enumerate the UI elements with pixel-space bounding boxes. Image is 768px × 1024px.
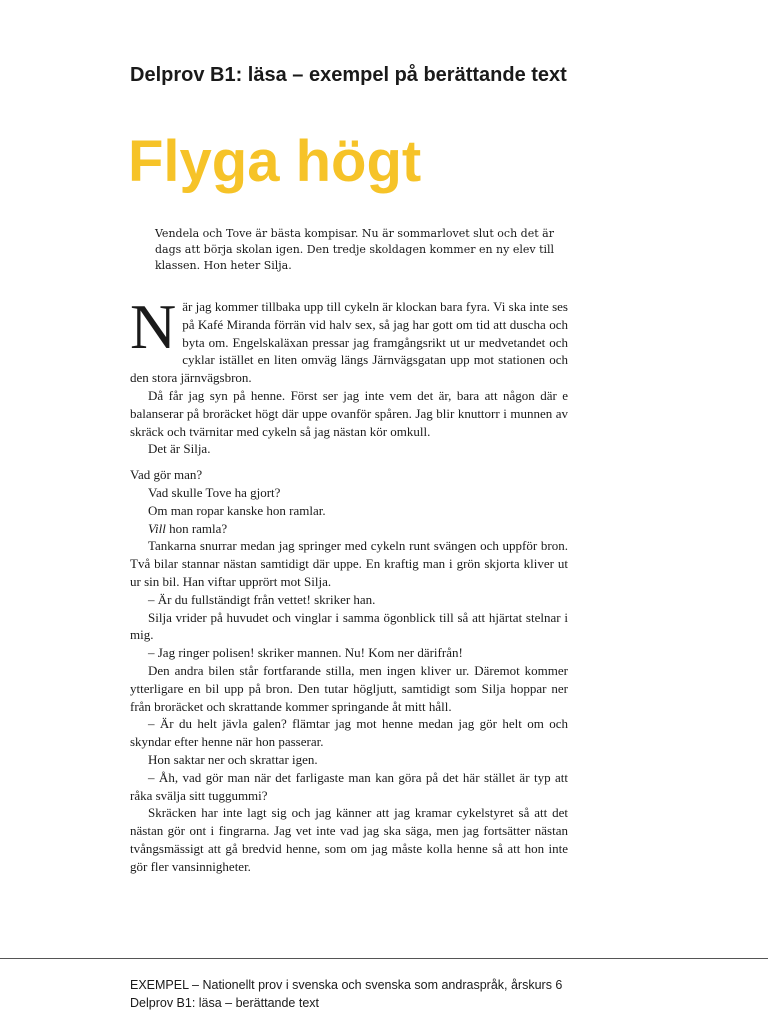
- story-paragraph: Hon saktar ner och skrattar igen.: [148, 751, 318, 767]
- story-paragraph: Vad gör man?: [130, 467, 203, 483]
- drop-cap: N: [130, 291, 177, 362]
- story-paragraph: Det är Silja.: [148, 441, 211, 457]
- intro-text: [155, 226, 568, 274]
- story-paragraph: – Åh, vad gör man när det farligaste man kan göra på det här stället är typ att råka svälja sitt tuggummi?: [130, 769, 568, 803]
- footer-divider: [0, 958, 768, 959]
- story-paragraph: – Är du fullständigt från vettet! skriker han.: [148, 591, 376, 607]
- page-footer: [130, 976, 562, 1012]
- story-paragraph: – Är du helt jävla galen? flämtar jag mot henne medan jag gör helt om och skyndar efter henne när hon passerar.: [130, 716, 568, 750]
- story-paragraph: Vad skulle Tove ha gjort?: [148, 484, 281, 500]
- story-paragraph: Silja vrider på huvudet och vinglar i samma ögonblick till så att hjärtat stelnar i mig.: [130, 609, 568, 643]
- story-paragraph: Den andra bilen står fortfarande stilla, men ingen kliver ur. Däremot kommer ytterligare en bil upp på bron. Den tutar högljutt, samtidigt som Silja hoppar ner från broräcket och skrattande kommer springande åt mitt håll.: [130, 662, 568, 714]
- first-paragraph: [130, 291, 568, 387]
- story-body: [130, 291, 568, 876]
- story-paragraph: Tankarna snurrar medan jag springer med cykeln runt svängen och uppför bron. Två bilar stannar nästan samtidigt där uppe. En kraftig man i grön skjorta kliver ut ur sin bil. Han viftar upprört mot Silja.: [130, 538, 568, 589]
- story-paragraph: Vill hon ramla?: [148, 520, 228, 536]
- intro-paragraph: Vendela och Tove är bästa kompisar. Nu är sommarlovet slut och det är dags att börja skolan igen. Den tredje skoldagen kommer en ny elev till klassen. Hon heter Silja.: [155, 227, 555, 272]
- story-paragraph: Skräcken har inte lagt sig och jag känner att jag kramar cykelstyret så att det nästan gör ont i fingrarna. Jag vet inte vad jag ska säga, men jag fortsätter nästan tvångsmässigt att gå bredvid henne, som om jag måste kolla henne så att hon inte gör fler vansinnigheter.: [130, 805, 568, 874]
- story-title: Flyga högt: [128, 129, 422, 194]
- story-paragraph: – Jag ringer polisen! skriker mannen. Nu! Kom ner därifrån!: [148, 645, 463, 661]
- story-paragraph: Då får jag syn på henne. Först ser jag inte vem det är, bara att någon där e balanserar på broräcket högt där uppe ovanför spåren. Jag blir knuttorr i munnen av skräck och tvärnitar med cykeln så jag nästan kör omkull.: [130, 387, 568, 439]
- footer-line-1: EXEMPEL – Nationellt prov i svenska och svenska som andraspråk, årskurs 6: [130, 978, 563, 992]
- document-header: Delprov B1: läsa – exempel på berättande text: [130, 64, 567, 86]
- footer-line-2: Delprov B1: läsa – berättande text: [130, 996, 320, 1010]
- first-paragraph-text: är jag kommer tillbaka upp till cykeln är klockan bara fyra. Vi ska inte ses på Kafé Miranda förrän vid halv sex, så jag har gott om tid att duscha och byta om. Engelskaläxan pressar jag framgångsrikt ut ur medvetandet och cyklar istället en liten omväg längs Järnvägsgatan upp mot stationen och den stora järnvägsbron.: [130, 299, 568, 386]
- story-paragraph: Om man ropar kanske hon ramlar.: [148, 502, 326, 518]
- emphasis-word: Vill: [148, 520, 166, 536]
